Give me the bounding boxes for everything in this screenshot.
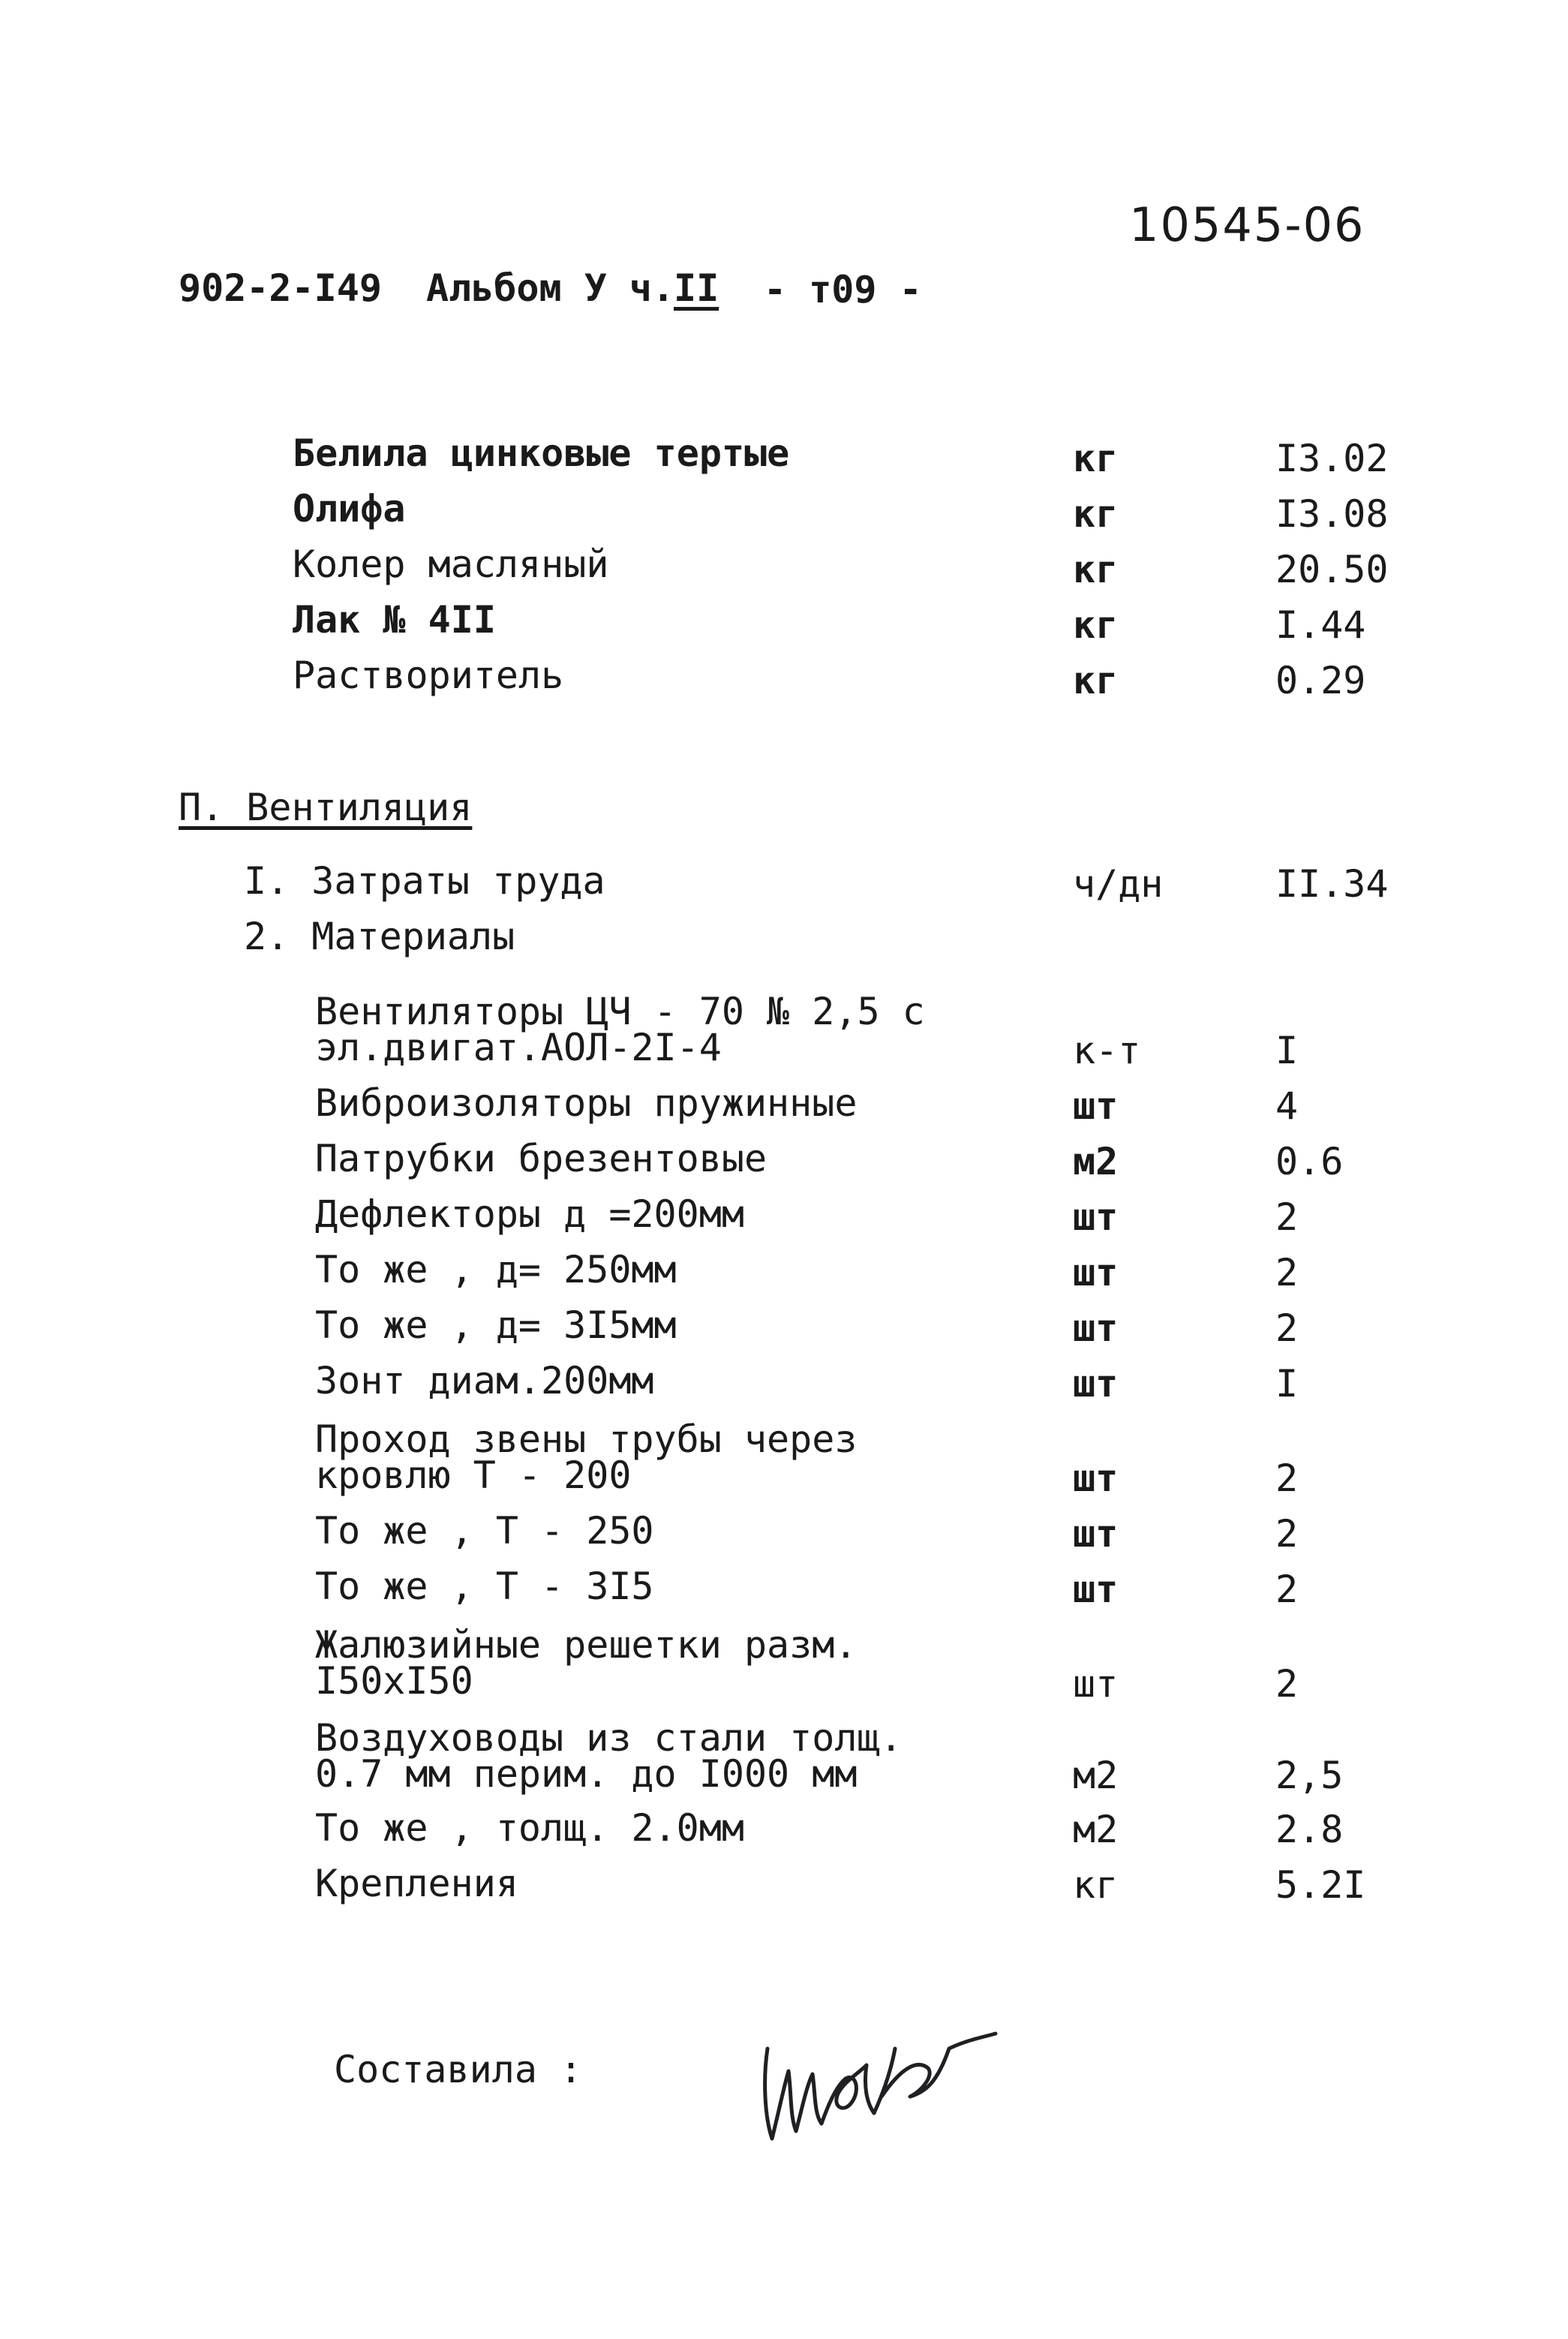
item-unit: шт	[1073, 1306, 1119, 1350]
labor-unit: ч/дн	[1073, 862, 1164, 906]
item-qty: I.44	[1275, 603, 1366, 647]
item-name: Лак № 4II	[293, 598, 496, 642]
item-unit: м2	[1073, 1808, 1119, 1851]
compiled-by-label: Составила :	[334, 2048, 583, 2091]
item-name-line2: кровлю Т - 200	[315, 1454, 632, 1497]
item-name: Растворитель	[293, 654, 564, 697]
materials-label: 2. Материалы	[244, 915, 515, 958]
labor-label: I. Затраты труда	[244, 859, 605, 903]
item-unit: шт	[1073, 1568, 1119, 1611]
item-name: То же , д= 3I5мм	[315, 1303, 677, 1347]
item-qty: I3.02	[1275, 437, 1389, 480]
item-qty: 0.29	[1275, 659, 1366, 702]
item-name: Олифа	[293, 487, 406, 531]
item-qty: 20.50	[1275, 548, 1389, 591]
item-unit: кг	[1073, 437, 1119, 480]
item-unit: кг	[1073, 603, 1119, 647]
item-qty: 2.8	[1275, 1808, 1344, 1851]
item-qty: 2	[1275, 1195, 1299, 1239]
item-qty: 2	[1275, 1512, 1299, 1556]
item-qty: 2,5	[1275, 1754, 1344, 1797]
item-unit: кг	[1073, 492, 1119, 536]
item-name: То же , д= 250мм	[315, 1248, 677, 1291]
item-name-line2: I50хI50	[315, 1659, 473, 1703]
item-name: Патрубки брезентовые	[315, 1137, 767, 1180]
item-qty: I	[1275, 1029, 1299, 1072]
handwritten-doc-number: 10545-06	[1129, 197, 1365, 252]
item-unit: шт	[1073, 1457, 1119, 1500]
doc-code: 902-2-I49	[179, 266, 382, 310]
item-qty: 2	[1275, 1251, 1299, 1294]
item-name-line1: Жалюзийные решетки разм.	[315, 1623, 858, 1667]
item-qty: 4	[1275, 1084, 1299, 1128]
album-label: Альбом У ч.	[426, 266, 675, 310]
item-unit: м2	[1073, 1140, 1119, 1183]
item-name-line1: Вентиляторы ЦЧ - 70 № 2,5 с	[315, 990, 925, 1033]
item-unit: шт	[1073, 1195, 1119, 1239]
item-name: То же , Т - 250	[315, 1509, 654, 1553]
item-qty: I3.08	[1275, 492, 1389, 536]
item-qty: 5.2I	[1275, 1863, 1366, 1907]
item-name: Зонт диам.200мм	[315, 1359, 654, 1402]
item-unit: кг	[1073, 548, 1119, 591]
album-part: II	[674, 266, 719, 310]
item-name: Колер масляный	[293, 543, 609, 586]
item-unit: шт	[1073, 1362, 1119, 1406]
item-unit: шт	[1073, 1512, 1119, 1556]
item-qty: 2	[1275, 1662, 1299, 1706]
labor-qty: II.34	[1275, 862, 1389, 906]
item-name-line1: Воздуховоды из стали толщ.	[315, 1716, 903, 1760]
item-name: Белила цинковые тертые	[293, 431, 790, 475]
item-unit: к-т	[1073, 1029, 1141, 1072]
item-name: То же , Т - 3I5	[315, 1565, 654, 1608]
section-title: П. Вентиляция	[179, 786, 473, 829]
page-mark: - т09 -	[764, 268, 922, 311]
item-unit: шт	[1073, 1251, 1119, 1294]
item-name-line2: эл.двигат.АОЛ-2I-4	[315, 1026, 722, 1069]
item-unit: кг	[1073, 1863, 1119, 1907]
item-name-line1: Проход звены трубы через	[315, 1418, 858, 1461]
item-qty: 2	[1275, 1568, 1299, 1611]
item-qty: 2	[1275, 1457, 1299, 1500]
item-unit: шт	[1073, 1084, 1119, 1128]
item-unit: кг	[1073, 659, 1119, 702]
item-unit: м2	[1073, 1754, 1119, 1797]
item-qty: I	[1275, 1362, 1299, 1406]
item-name: То же , толщ. 2.0мм	[315, 1806, 744, 1850]
item-name-line2: 0.7 мм перим. до I000 мм	[315, 1752, 858, 1796]
item-qty: 0.6	[1275, 1140, 1344, 1183]
handwritten-signature	[754, 2019, 1002, 2146]
item-qty: 2	[1275, 1306, 1299, 1350]
item-name: Дефлекторы д =200мм	[315, 1192, 744, 1236]
item-unit: шт	[1073, 1662, 1119, 1706]
item-name: Виброизоляторы пружинные	[315, 1081, 858, 1125]
item-name: Крепления	[315, 1862, 518, 1905]
